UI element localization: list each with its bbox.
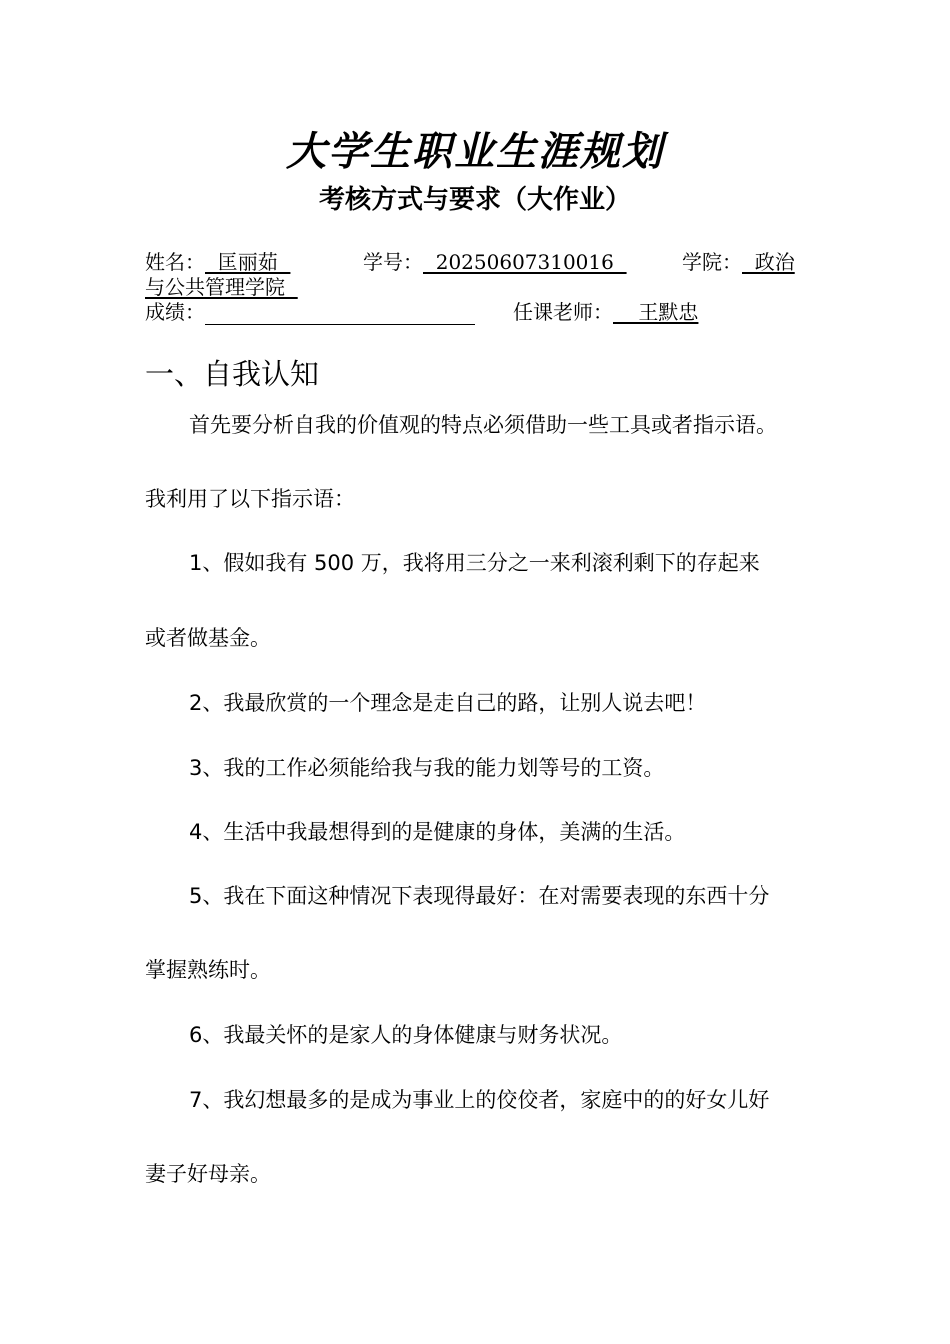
list-item-continued: 或者做基金。 [145,626,271,650]
list-item: 1、假如我有 500 万，我将用三分之一来利滚利剩下的存起来 [189,551,760,575]
teacher-value: 王默忠 [613,300,699,324]
list-item: 3、我的工作必须能给我与我的能力划等号的工资。 [189,756,665,780]
score-blank-line [205,304,475,325]
list-item: 4、生活中我最想得到的是健康的身体，美满的生活。 [189,820,686,844]
list-item: 2、我最欣赏的一个理念是走自己的路，让别人说去吧！ [189,691,707,715]
college-field-continued [145,274,298,300]
section-heading-self-awareness: 一、自我认知 [145,357,320,391]
list-item-continued: 掌握熟练时。 [145,958,271,982]
name-field [145,249,290,275]
name-value: 匡丽茹 [205,250,291,274]
teacher-label: 任课老师： [513,300,613,324]
list-item: 5、我在下面这种情况下表现得最好：在对需要表现的东西十分 [189,884,770,908]
paragraph: 首先要分析自我的价值观的特点必须借助一些工具或者指示语。 [189,413,777,437]
college-field [682,249,795,275]
college-value-part2: 与公共管理学院 [145,275,298,299]
document-subtitle: 考核方式与要求（大作业） [318,185,631,215]
score-field [145,299,475,325]
paragraph: 我利用了以下指示语： [145,487,355,511]
list-item: 6、我最关怀的是家人的身体健康与财务状况。 [189,1023,623,1047]
score-label: 成绩： [145,300,205,324]
name-label: 姓名： [145,250,205,274]
student-id-value: 20250607310016 [423,250,627,274]
college-label: 学院： [682,250,742,274]
student-id-label: 学号： [363,250,423,274]
college-value-part1: 政治 [742,250,795,274]
document-title: 大学生职业生涯规划 [286,128,664,175]
student-id-field [363,249,627,275]
list-item: 7、我幻想最多的是成为事业上的佼佼者，家庭中的的好女儿好 [189,1088,770,1112]
teacher-field [513,299,698,325]
list-item-continued: 妻子好母亲。 [145,1162,271,1186]
